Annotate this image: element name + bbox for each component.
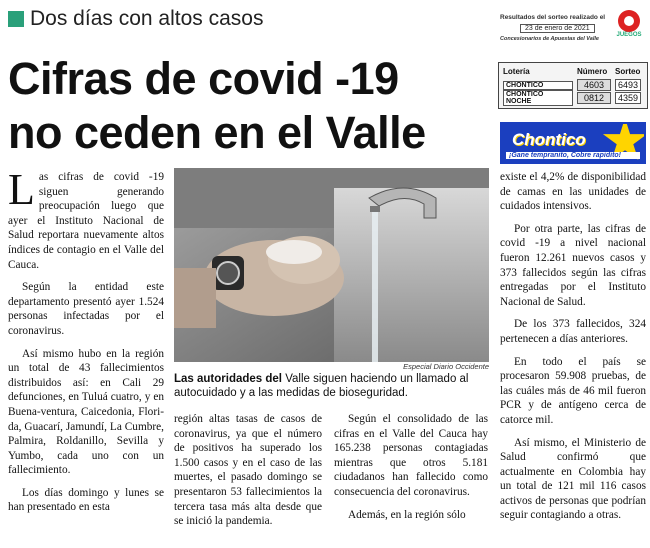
drop-cap: L	[8, 165, 35, 214]
paragraph: De los 373 fallecidos, 324 pertenecen a días anteriores.	[500, 318, 646, 345]
photo-caption	[174, 372, 489, 400]
paragraph: Por otra parte, las cifras de covid -19 a nivel nacional fueron 12.261 nuevos casos y 373 fallecidos según las cifras entregadas por el Instituto Nacional de Salud.	[500, 222, 646, 308]
paragraph: En todo el país se procesaron 59.908 pruebas, de las cuáles más de 46 mil fueron PCR y de antígeno cerca de catorce mil.	[500, 355, 646, 426]
article-column-3	[334, 412, 488, 530]
article-column-2	[174, 412, 322, 537]
headline-line-1: Cifras de covid -19	[8, 53, 399, 104]
logo-circle-icon	[618, 10, 640, 32]
header-numero: Número	[577, 67, 608, 76]
header-sorteo: Sorteo	[615, 67, 641, 76]
header-loteria: Lotería	[503, 67, 530, 76]
handwashing-image	[174, 168, 489, 362]
lottery-concessions: Concesionarios de Apuestas del Valle	[500, 36, 599, 42]
paragraph-text: as cifras de covid -19 siguen generando preocupación luego que ayer el Instituto Nacional de Salud reportara nuevamente altos índices de contagio en el Valle del Cauca.	[8, 171, 164, 271]
paragraph: Además, en la región sólo	[348, 508, 466, 521]
headline-line-2: no ceden en el Valle	[8, 107, 426, 158]
paragraph: Según el consolidado de las cifras en el Valle del Cauca hay 165.238 personas contagiadas mientras que otros 5.181 ciudadanos han fallecido como consecuencia del coronavirus.	[334, 413, 488, 498]
article-column-4	[500, 170, 646, 531]
lottery-header	[498, 10, 648, 46]
article-column-1	[8, 165, 164, 523]
caption-text: Valle siguen haciendo un llamado al autocuidado y a las medidas de bioseguridad.	[174, 373, 469, 399]
lottery-number: 4603	[577, 79, 611, 91]
juegos-logo	[614, 10, 644, 44]
lottery-results-label: Resultados del sorteo realizado el	[500, 14, 606, 21]
lottery-name: CHONTICO NOCHE	[503, 90, 573, 106]
kicker-text: Dos días con altos casos	[30, 7, 264, 30]
section-kicker	[8, 6, 263, 32]
paragraph: Los días domingo y lunes se han presentado en esta	[8, 486, 164, 514]
headline	[8, 52, 488, 160]
caption-bold: Las autoridades del	[174, 373, 283, 385]
paragraph: Así mismo, el Ministerio de Salud confirmó que actualmente en Colombia hay un total de 121 mil 116 casos activos de personas que podrían seguir contagiando a otras.	[500, 436, 646, 522]
logo-text: JUEGOS	[616, 32, 642, 38]
chontico-ad[interactable]	[500, 122, 646, 164]
lottery-draw: 6493	[615, 79, 641, 91]
photo-credit: Especial Diario Occidente	[403, 362, 489, 371]
lottery-row	[503, 91, 643, 104]
lottery-table-header	[503, 65, 643, 78]
lottery-number: 0812	[577, 92, 611, 104]
lottery-draw: 4359	[615, 92, 641, 104]
kicker-square-icon	[8, 11, 24, 27]
lottery-results	[498, 10, 648, 109]
lottery-table	[498, 62, 648, 109]
paragraph: Así mismo hubo en la región un total de 43 fallecimientos distribuidos así: en Cali 29 defunciones, en Tuluá cuatro, y en Buena-ventura, Caicedonia, Flori-da, Guacarí, Jamundí, La Cumbre, Palmira, Roldanillo, Sevilla y Yumbo, cada uno con un fallecimiento.	[8, 347, 164, 477]
lottery-name: CHONTICO	[503, 81, 573, 90]
paragraph: existe el 4,2% de disponibilidad de camas en las unidades de cuidados intensivos.	[500, 171, 646, 213]
chontico-brand: Chontico	[512, 130, 586, 149]
lottery-date: 23 de enero de 2021	[520, 24, 595, 33]
news-photo	[174, 168, 489, 362]
paragraph: Según la entidad este departamento presentó ayer 1.524 personas infectadas por el coronavirus.	[8, 281, 164, 337]
paragraph	[8, 165, 164, 272]
paragraph: región altas tasas de casos de coronavirus, ya que el número de positivos ha superado los 1.500 casos y en el caso de las muertes, el pasado domingo se presentaron 53 fallecimientos la tercera tasa más alta desde que se inició la pandemia.	[174, 413, 322, 528]
chontico-tagline: ¡Gane tempranito, Cobre rapidito!	[506, 152, 640, 159]
